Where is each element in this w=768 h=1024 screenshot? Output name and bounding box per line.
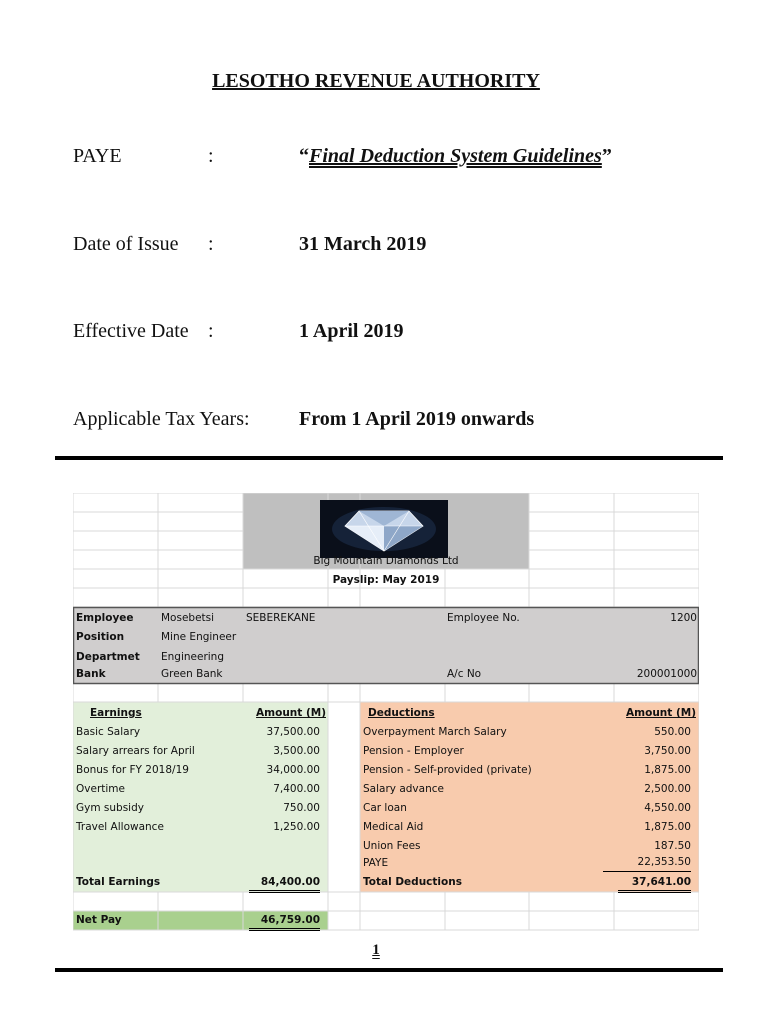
employee-last-name: SEBEREKANE — [246, 612, 316, 624]
payslip-title: Payslip: May 2019 — [332, 574, 440, 586]
deduction-label: Car loan — [363, 802, 407, 814]
paye-value — [299, 145, 612, 168]
deduction-amount: 1,875.00 — [644, 764, 691, 776]
deduction-amount: 1,875.00 — [644, 821, 691, 833]
header-divider — [55, 456, 723, 460]
paye-colon: : — [208, 145, 214, 167]
open-quote: “ — [299, 145, 309, 167]
date-issue-colon: : — [208, 233, 214, 255]
deduction-label: Overpayment March Salary — [363, 726, 507, 738]
tax-years-value: From 1 April 2019 onwards — [299, 408, 535, 430]
deduction-amount: 187.50 — [654, 840, 691, 852]
deduction-amount: 4,550.00 — [644, 802, 691, 814]
employee-first-name: Mosebetsi — [161, 612, 215, 624]
date-issue-label: Date of Issue — [73, 233, 179, 255]
deduction-label: Medical Aid — [363, 821, 424, 833]
deduction-label: Salary advance — [363, 783, 444, 795]
net-pay-value: 46,759.00 — [249, 913, 320, 931]
close-quote: ” — [601, 145, 612, 167]
account-value: 200001000 — [636, 668, 697, 680]
employee-no-value: 1200 — [670, 612, 697, 624]
guideline-title: Final Deduction System Guidelines — [309, 145, 602, 167]
total-earnings-label: Total Earnings — [76, 876, 161, 888]
bank-label: Bank — [76, 668, 106, 680]
employee-no-label: Employee No. — [447, 612, 520, 624]
deduction-amount: 550.00 — [654, 726, 691, 738]
earning-amount: 3,500.00 — [273, 745, 320, 757]
deduction-label: Union Fees — [363, 840, 421, 852]
diamond-logo-icon — [320, 500, 448, 558]
paye-label: PAYE — [73, 145, 122, 167]
effective-date-colon: : — [208, 320, 214, 342]
effective-date-value: 1 April 2019 — [299, 320, 404, 342]
total-deductions-value: 37,641.00 — [618, 875, 691, 893]
footer-divider — [55, 968, 723, 972]
bank-value: Green Bank — [161, 668, 223, 680]
company-name: Big Mountain Diamonds Ltd — [313, 555, 459, 567]
earning-amount: 37,500.00 — [266, 726, 320, 738]
earnings-amount-header: Amount (M) — [256, 707, 326, 719]
earning-amount: 750.00 — [283, 802, 320, 814]
employee-label: Employee — [76, 612, 134, 624]
earning-label: Basic Salary — [76, 726, 141, 738]
earning-label: Salary arrears for April — [76, 745, 195, 757]
deduction-amount: 22,353.50 — [603, 854, 691, 872]
department-label: Departmet — [76, 651, 140, 663]
total-deductions-label: Total Deductions — [363, 876, 462, 888]
earning-label: Travel Allowance — [76, 821, 164, 833]
tax-years-label: Applicable Tax Years: — [73, 408, 250, 430]
net-pay-label: Net Pay — [76, 914, 122, 926]
account-label: A/c No — [447, 668, 482, 680]
earning-label: Bonus for FY 2018/19 — [76, 764, 189, 776]
page-number: 1 — [372, 942, 380, 958]
deduction-label: Pension - Self-provided (private) — [363, 764, 532, 776]
total-earnings-value: 84,400.00 — [249, 875, 320, 893]
payslip-sheet — [73, 493, 699, 931]
date-issue-value: 31 March 2019 — [299, 233, 427, 255]
position-label: Position — [76, 631, 125, 643]
position-value: Mine Engineer — [161, 631, 237, 643]
deductions-amount-header: Amount (M) — [626, 707, 696, 719]
earning-amount: 34,000.00 — [266, 764, 320, 776]
deduction-label: PAYE — [363, 857, 389, 869]
department-value: Engineering — [161, 651, 224, 663]
earning-amount: 1,250.00 — [273, 821, 320, 833]
deduction-label: Pension - Employer — [363, 745, 464, 757]
deduction-amount: 3,750.00 — [644, 745, 691, 757]
earning-amount: 7,400.00 — [273, 783, 320, 795]
effective-date-label: Effective Date — [73, 320, 189, 342]
deductions-header: Deductions — [368, 707, 435, 719]
earning-label: Overtime — [76, 783, 125, 795]
earning-label: Gym subsidy — [76, 802, 144, 814]
deduction-amount: 2,500.00 — [644, 783, 691, 795]
authority-title: LESOTHO REVENUE AUTHORITY — [212, 70, 540, 92]
earnings-header: Earnings — [90, 707, 142, 719]
